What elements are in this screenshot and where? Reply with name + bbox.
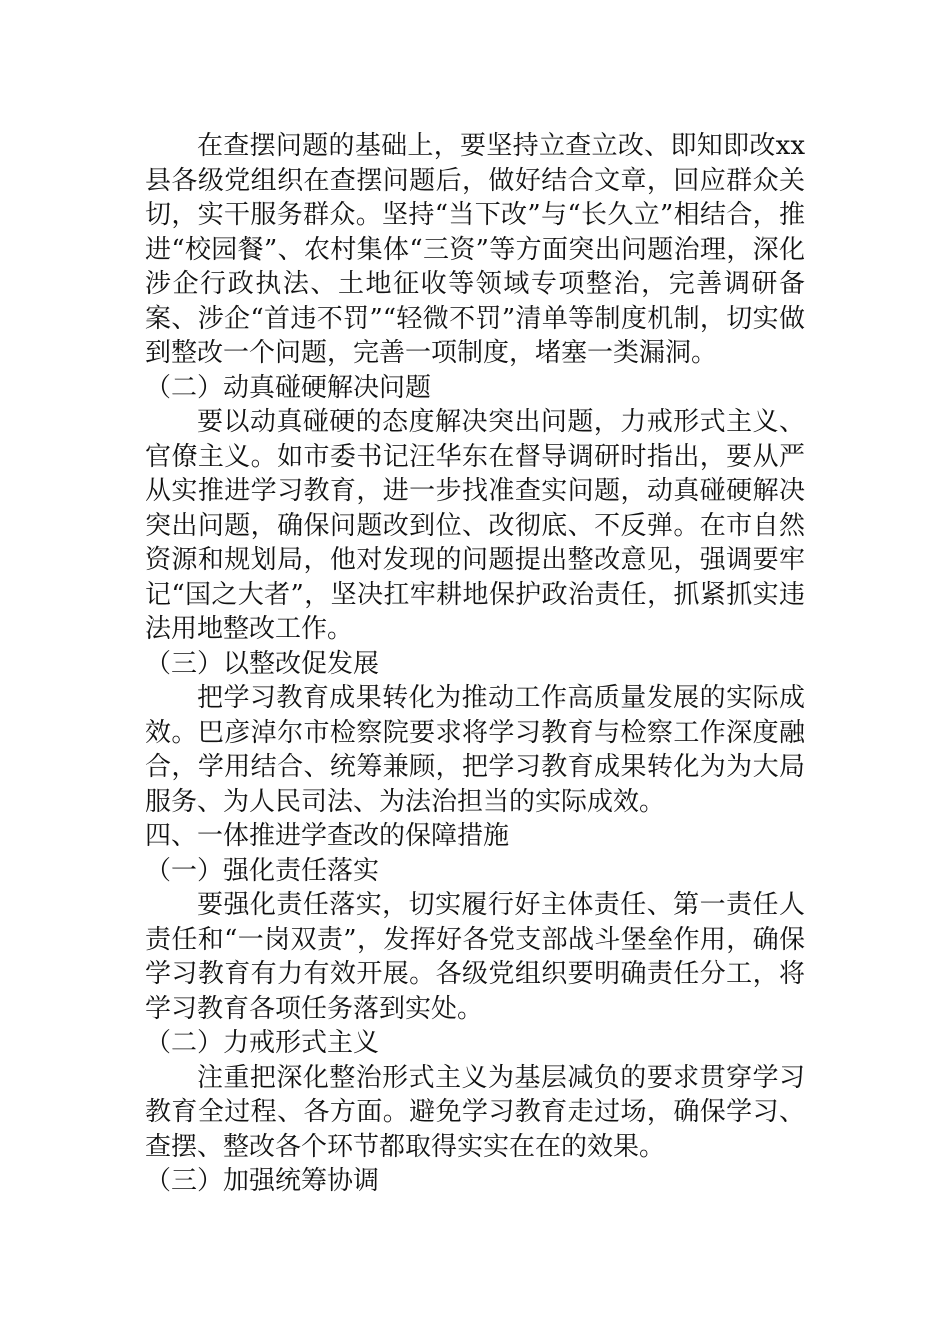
subheading-coordination: （三）加强统筹协调 xyxy=(145,1166,380,1196)
subheading-rectification-development: （三）以整改促发展 xyxy=(145,648,380,679)
subheading-formalism: （二）力戒形式主义 xyxy=(145,1028,380,1058)
paragraph-rectification-basis: 在查摆问题的基础上，要坚持立查立改、即知即改xx县各级党组织在查摆问题后，做好结合文章，回应群众关切，实干服务群众。坚持“当下改”与“长久立”相结合，推进“校园餐”、农村集体“三资”等方面突出问题治理，深化涉企行政执法、土地征收等领域专项整治，完善调研备案、涉企“首违不罚”“轻微不罚”清单等制度机制，切实做到整改一个问题，完善一项制度，堵塞一类漏洞。 xyxy=(145,131,805,368)
paragraph-rectification-development: 把学习教育成果转化为推动工作高质量发展的实际成效。巴彦淖尔市检察院要求将学习教育与检察工作深度融合，学用结合、统筹兼顾，把学习教育成果转化为为大局服务、为人民司法、为法治担当的实际成效。 xyxy=(145,683,805,817)
subheading-tough-problem-solving: （二）动真碰硬解决问题 xyxy=(145,372,432,403)
paragraph-formalism: 注重把深化整治形式主义为基层减负的要求贯穿学习教育全过程、各方面。避免学习教育走过场，确保学习、查摆、整改各个环节都取得实实在在的效果。 xyxy=(145,1062,805,1162)
document-body xyxy=(145,129,805,1199)
subheading-responsibility: （一）强化责任落实 xyxy=(145,855,380,886)
paragraph-tough-problem-solving: 要以动真碰硬的态度解决突出问题，力戒形式主义、官僚主义。如市委书记汪华东在督导调研时指出，要从严从实推进学习教育，进一步找准查实问题，动真碰硬解决突出问题，确保问题改到位、改彻底、不反弹。在市自然资源和规划局，他对发现的问题提出整改意见，强调要牢记“国之大者”，坚决扛牢耕地保护政治责任，抓紧抓实违法用地整改工作。 xyxy=(145,407,805,644)
paragraph-responsibility: 要强化责任落实，切实履行好主体责任、第一责任人责任和“一岗双责”，发挥好各党支部战斗堡垒作用，确保学习教育有力有效开展。各级党组织要明确责任分工，将学习教育各项任务落到实处。 xyxy=(145,890,805,1024)
section-heading-safeguards: 四、一体推进学查改的保障措施 xyxy=(145,821,510,851)
